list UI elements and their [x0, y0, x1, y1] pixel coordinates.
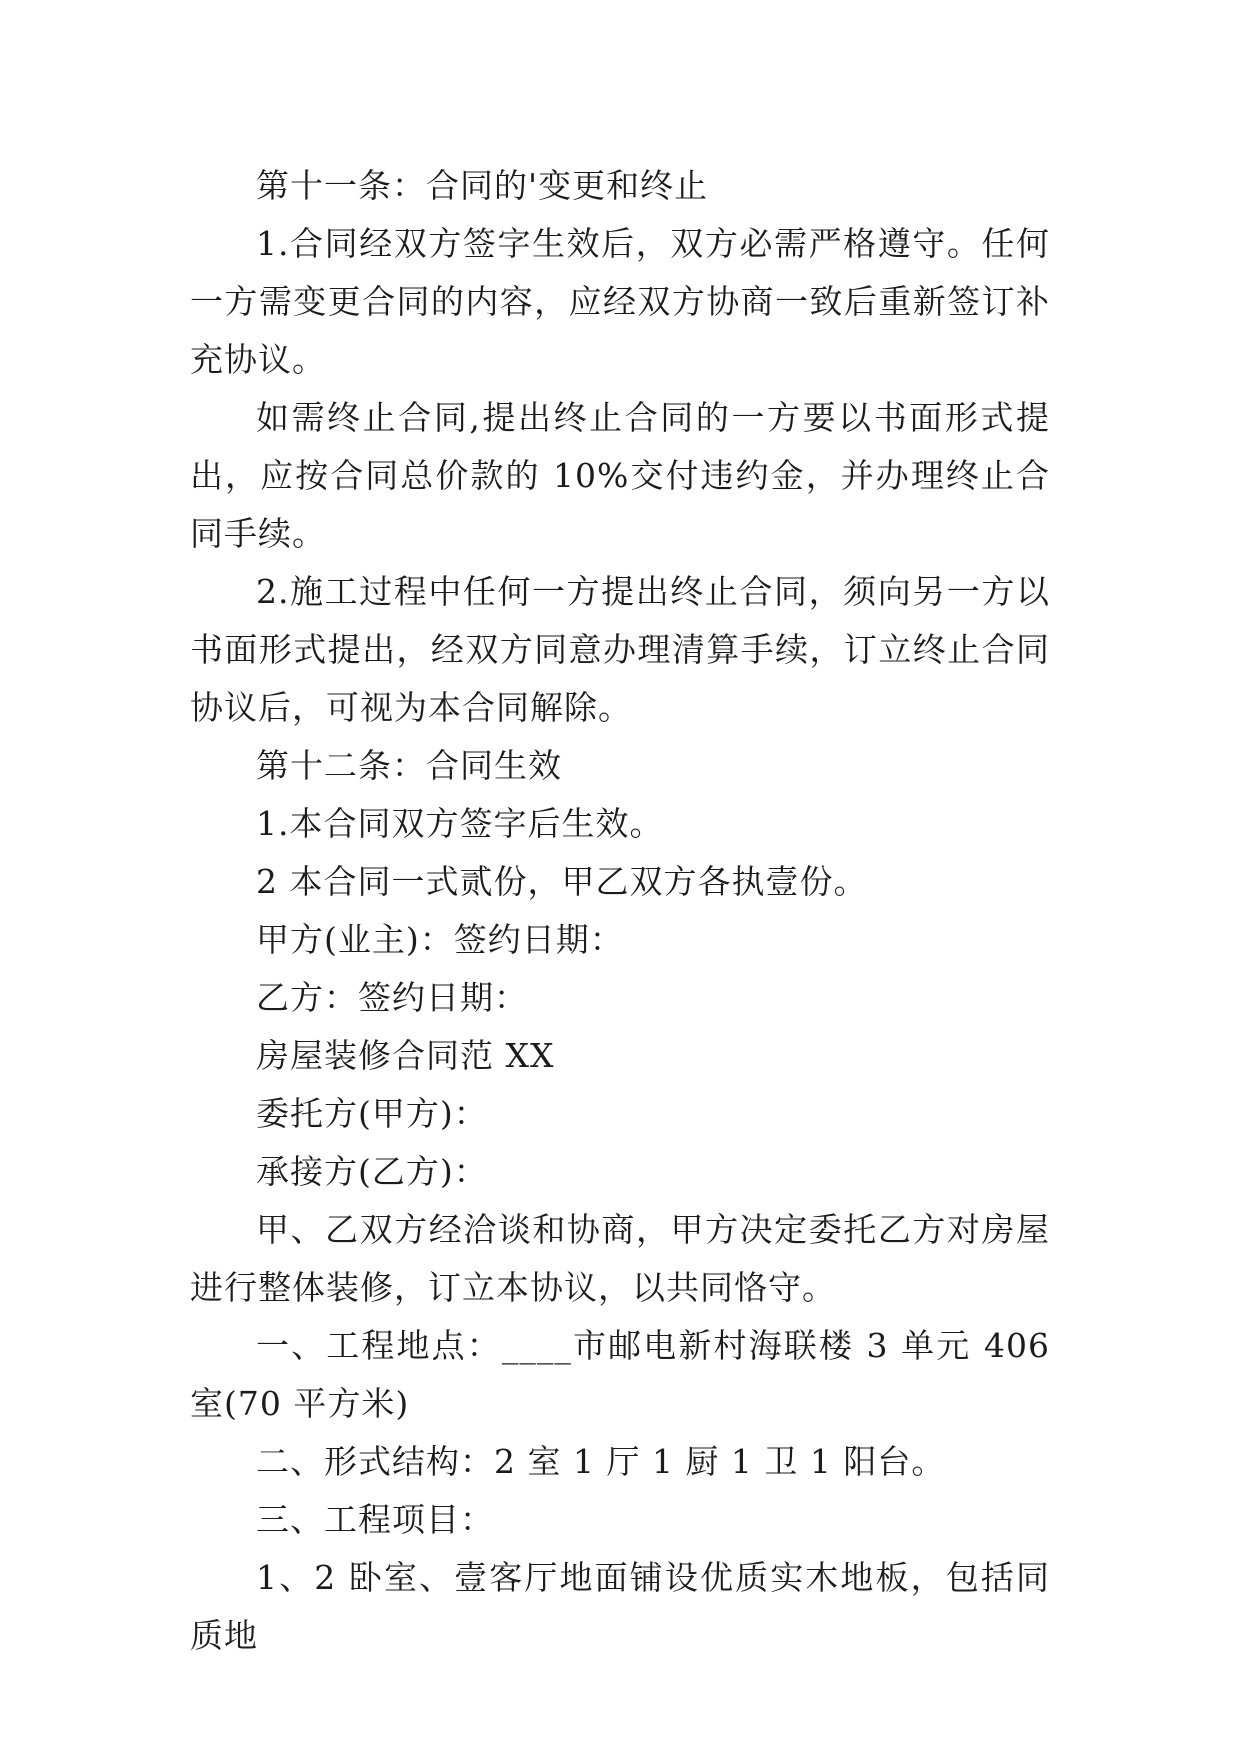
client-party-line: 委托方(甲方)：: [256, 1094, 488, 1133]
document-body: [190, 157, 1050, 1665]
article-11-heading: 第十一条：合同的'变更和终止: [256, 166, 709, 205]
article-11-termination-paragraph: 如需终止合同,提出终止合同的一方要以书面形式提出，应按合同总价款的 10%交付违约金，并办理终止合同手续。: [190, 398, 1050, 553]
section-2-structure: 二、形式结构：2 室 1 厅 1 厨 1 卫 1 阳台。: [256, 1442, 946, 1481]
article-12-clause-2: 2 本合同一式贰份，甲乙双方各执壹份。: [256, 862, 868, 901]
article-12-heading: 第十二条：合同生效: [256, 746, 562, 785]
article-11-clause-1: 1.合同经双方签字生效后，双方必需严格遵守。任何一方需变更合同的内容，应经双方协商一致后重新签订补充协议。: [190, 224, 1050, 379]
section-3-project-items-heading: 三、工程项目：: [256, 1500, 494, 1539]
article-12-clause-1: 1.本合同双方签字后生效。: [256, 804, 664, 843]
agreement-preamble: 甲、乙双方经洽谈和协商，甲方决定委托乙方对房屋进行整体装修，订立本协议，以共同恪守。: [190, 1210, 1050, 1307]
section-1-project-location: 一、工程地点：____市邮电新村海联楼 3 单元 406 室(70 平方米): [190, 1326, 1050, 1423]
party-b-signature-line: 乙方：签约日期：: [256, 978, 528, 1017]
article-11-clause-2: 2.施工过程中任何一方提出终止合同，须向另一方以书面形式提出，经双方同意办理清算手续，订立终止合同协议后，可视为本合同解除。: [190, 572, 1050, 727]
second-contract-title: 房屋装修合同范 XX: [256, 1036, 555, 1075]
contractor-party-line: 承接方(乙方)：: [256, 1152, 488, 1191]
section-3-item-1: 1、2 卧室、壹客厅地面铺设优质实木地板，包括同质地: [190, 1558, 1050, 1655]
party-a-signature-line: 甲方(业主)：签约日期：: [256, 920, 624, 959]
